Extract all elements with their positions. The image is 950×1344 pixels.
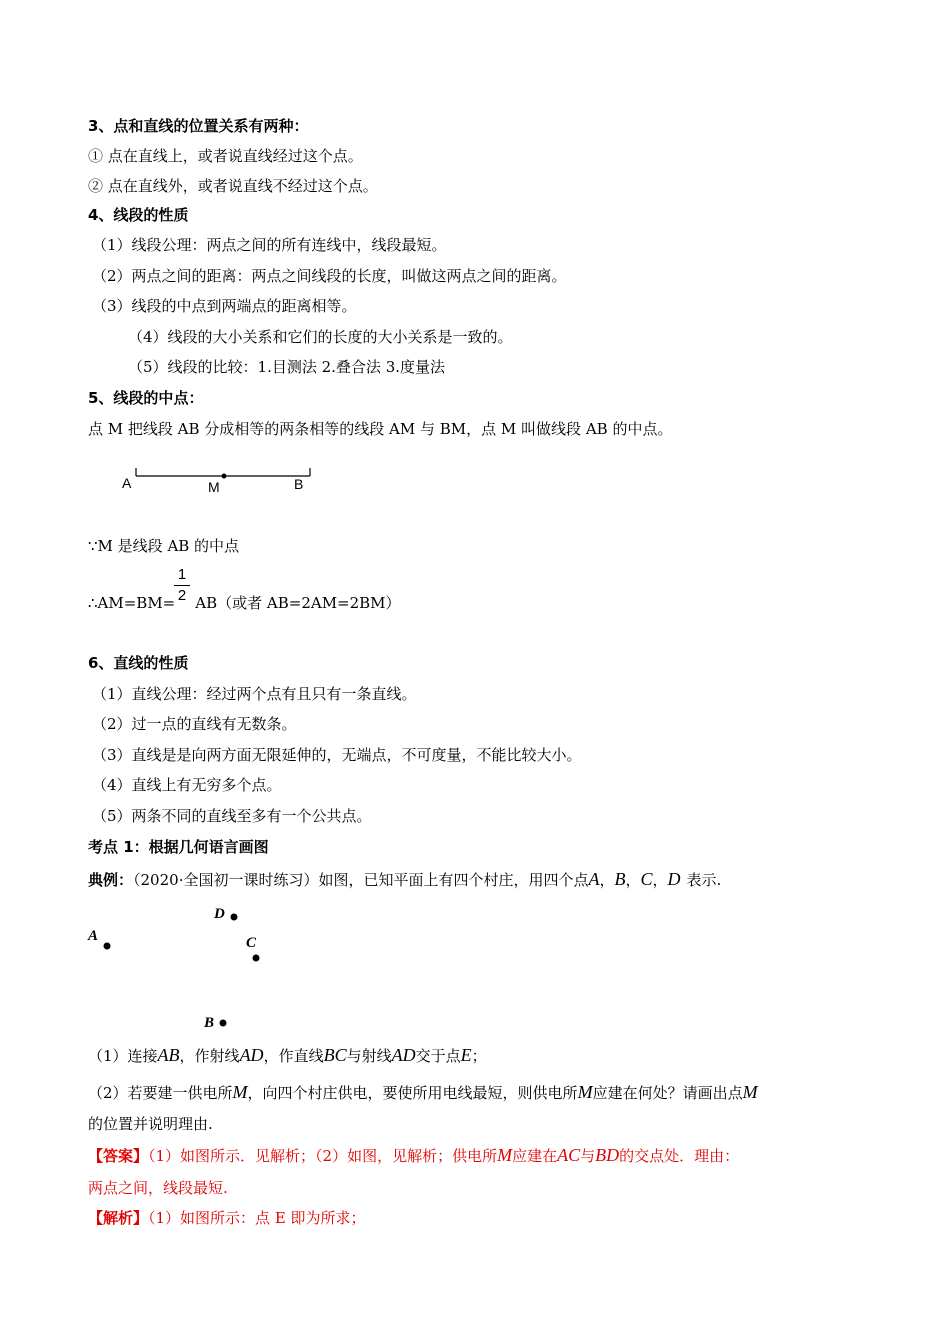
q1-text-b: ，作射线 bbox=[179, 1047, 240, 1065]
therefore-prefix: ∴AM=BM= bbox=[88, 594, 176, 612]
section-4-title: 4、线段的性质 bbox=[88, 206, 189, 224]
q2-math-m-3: M bbox=[742, 1082, 758, 1102]
section-4-item-1: （1）线段公理：两点之间的所有连线中，线段最短。 bbox=[92, 236, 447, 254]
q1-math-ad: AD bbox=[239, 1045, 264, 1065]
section-6-item-4: （4）直线上有无穷多个点。 bbox=[92, 776, 282, 794]
section-5-title: 5、线段的中点： bbox=[88, 389, 204, 407]
section-4-item-4: （4）线段的大小关系和它们的长度的大小关系是一致的。 bbox=[128, 328, 513, 346]
question-2-cont: 的位置并说明理由. bbox=[88, 1115, 213, 1133]
analysis-text: （1）如图所示：点 E 即为所求； bbox=[148, 1209, 366, 1227]
example-text: （2020·全国初一课时练习）如图，已知平面上有四个村庄，用四个点 bbox=[133, 871, 589, 889]
question-2 bbox=[88, 1082, 758, 1103]
example-end: 表示. bbox=[686, 871, 722, 889]
q1-math-bc: BC bbox=[323, 1045, 347, 1065]
village-figure bbox=[80, 900, 280, 1040]
section-4-item-3: （3）线段的中点到两端点的距离相等。 bbox=[92, 297, 357, 315]
answer-math-bd: BD bbox=[595, 1145, 620, 1165]
q1-text-c: ，作直线 bbox=[263, 1047, 324, 1065]
village-point-b bbox=[220, 1020, 227, 1027]
segment-ab-figure bbox=[110, 462, 330, 498]
village-point-c bbox=[253, 955, 260, 962]
kaodian-title: 考点 1：根据几何语言画图 bbox=[88, 838, 269, 856]
segment-label-m: M bbox=[208, 479, 220, 495]
analysis-line bbox=[88, 1208, 366, 1228]
segment-label-b: B bbox=[294, 476, 304, 492]
answer-text-b: 应建在 bbox=[512, 1147, 558, 1165]
section-6-title: 6、直线的性质 bbox=[88, 654, 189, 672]
village-point-a bbox=[104, 943, 111, 950]
village-label-d: D bbox=[214, 906, 225, 922]
q2-text-b: ，向四个村庄供电，要使所用电线最短，则供电所 bbox=[247, 1084, 578, 1102]
section-4-item-5: （5）线段的比较：1.目测法 2.叠合法 3.度量法 bbox=[128, 358, 446, 376]
math-c: C bbox=[640, 869, 653, 889]
fraction-numerator: 1 bbox=[177, 566, 187, 583]
midpoint-dot bbox=[222, 474, 227, 479]
village-label-b: B bbox=[204, 1015, 215, 1031]
section-5-text: 点 M 把线段 AB 分成相等的两条相等的线段 AM 与 BM，点 M 叫做线段 AB 的中点。 bbox=[88, 420, 673, 438]
comma-2: ， bbox=[625, 871, 641, 889]
example-line bbox=[88, 869, 721, 890]
answer-line bbox=[88, 1145, 739, 1166]
fraction-denominator: 2 bbox=[177, 587, 187, 604]
fraction-bar bbox=[174, 585, 190, 586]
answer-math-m: M bbox=[497, 1145, 513, 1165]
q1-math-e: E bbox=[460, 1045, 472, 1065]
section-3-item-2: ② 点在直线外，或者说直线不经过这个点。 bbox=[88, 177, 378, 195]
q1-math-ab: AB bbox=[157, 1045, 180, 1065]
section-6-item-5: （5）两条不同的直线至多有一个公共点。 bbox=[92, 807, 372, 825]
math-b: B bbox=[614, 869, 626, 889]
answer-label: 【答案】 bbox=[88, 1147, 149, 1165]
section-4-item-2: （2）两点之间的距离：两点之间线段的长度，叫做这两点之间的距离。 bbox=[92, 267, 567, 285]
q2-text-a: （2）若要建一供电所 bbox=[88, 1084, 233, 1102]
answer-line-2: 两点之间，线段最短. bbox=[88, 1179, 228, 1197]
village-point-d bbox=[231, 914, 238, 921]
math-d: D bbox=[667, 869, 681, 889]
therefore-line bbox=[88, 593, 401, 613]
village-label-c: C bbox=[246, 935, 257, 951]
section-6-item-3: （3）直线是是向两方面无限延伸的，无端点，不可度量，不能比较大小。 bbox=[92, 746, 582, 764]
math-a: A bbox=[588, 869, 600, 889]
section-6-item-1: （1）直线公理：经过两个点有且只有一条直线。 bbox=[92, 685, 417, 703]
because-line: ∵M 是线段 AB 的中点 bbox=[88, 537, 240, 555]
q1-text-e: 交于点 bbox=[415, 1047, 461, 1065]
q1-text-a: （1）连接 bbox=[88, 1047, 158, 1065]
answer-text-c: 与 bbox=[580, 1147, 596, 1165]
section-6-item-2: （2）过一点的直线有无数条。 bbox=[92, 715, 297, 733]
q1-math-ad-2: AD bbox=[391, 1045, 416, 1065]
example-label: 典例： bbox=[88, 871, 134, 889]
q1-text-f: ； bbox=[471, 1047, 487, 1065]
q2-text-c: 应建在何处？请画出点 bbox=[592, 1084, 743, 1102]
answer-text-d: 的交点处．理由： bbox=[619, 1147, 740, 1165]
q2-math-m-2: M bbox=[577, 1082, 593, 1102]
section-3-title: 3、点和直线的位置关系有两种： bbox=[88, 117, 309, 135]
q1-text-d: 与射线 bbox=[346, 1047, 392, 1065]
therefore-suffix: AB（或者 AB=2AM=2BM） bbox=[195, 594, 401, 612]
comma-1: ， bbox=[599, 871, 615, 889]
analysis-label: 【解析】 bbox=[88, 1209, 149, 1227]
segment-label-a: A bbox=[122, 475, 132, 491]
comma-3: ， bbox=[652, 871, 668, 889]
village-label-a: A bbox=[88, 928, 99, 944]
section-3-item-1: ① 点在直线上，或者说直线经过这个点。 bbox=[88, 147, 363, 165]
answer-math-ac: AC bbox=[557, 1145, 581, 1165]
q2-math-m: M bbox=[232, 1082, 248, 1102]
question-1 bbox=[88, 1045, 487, 1066]
answer-text-a: （1）如图所示．见解析；（2）如图，见解析；供电所 bbox=[148, 1147, 498, 1165]
